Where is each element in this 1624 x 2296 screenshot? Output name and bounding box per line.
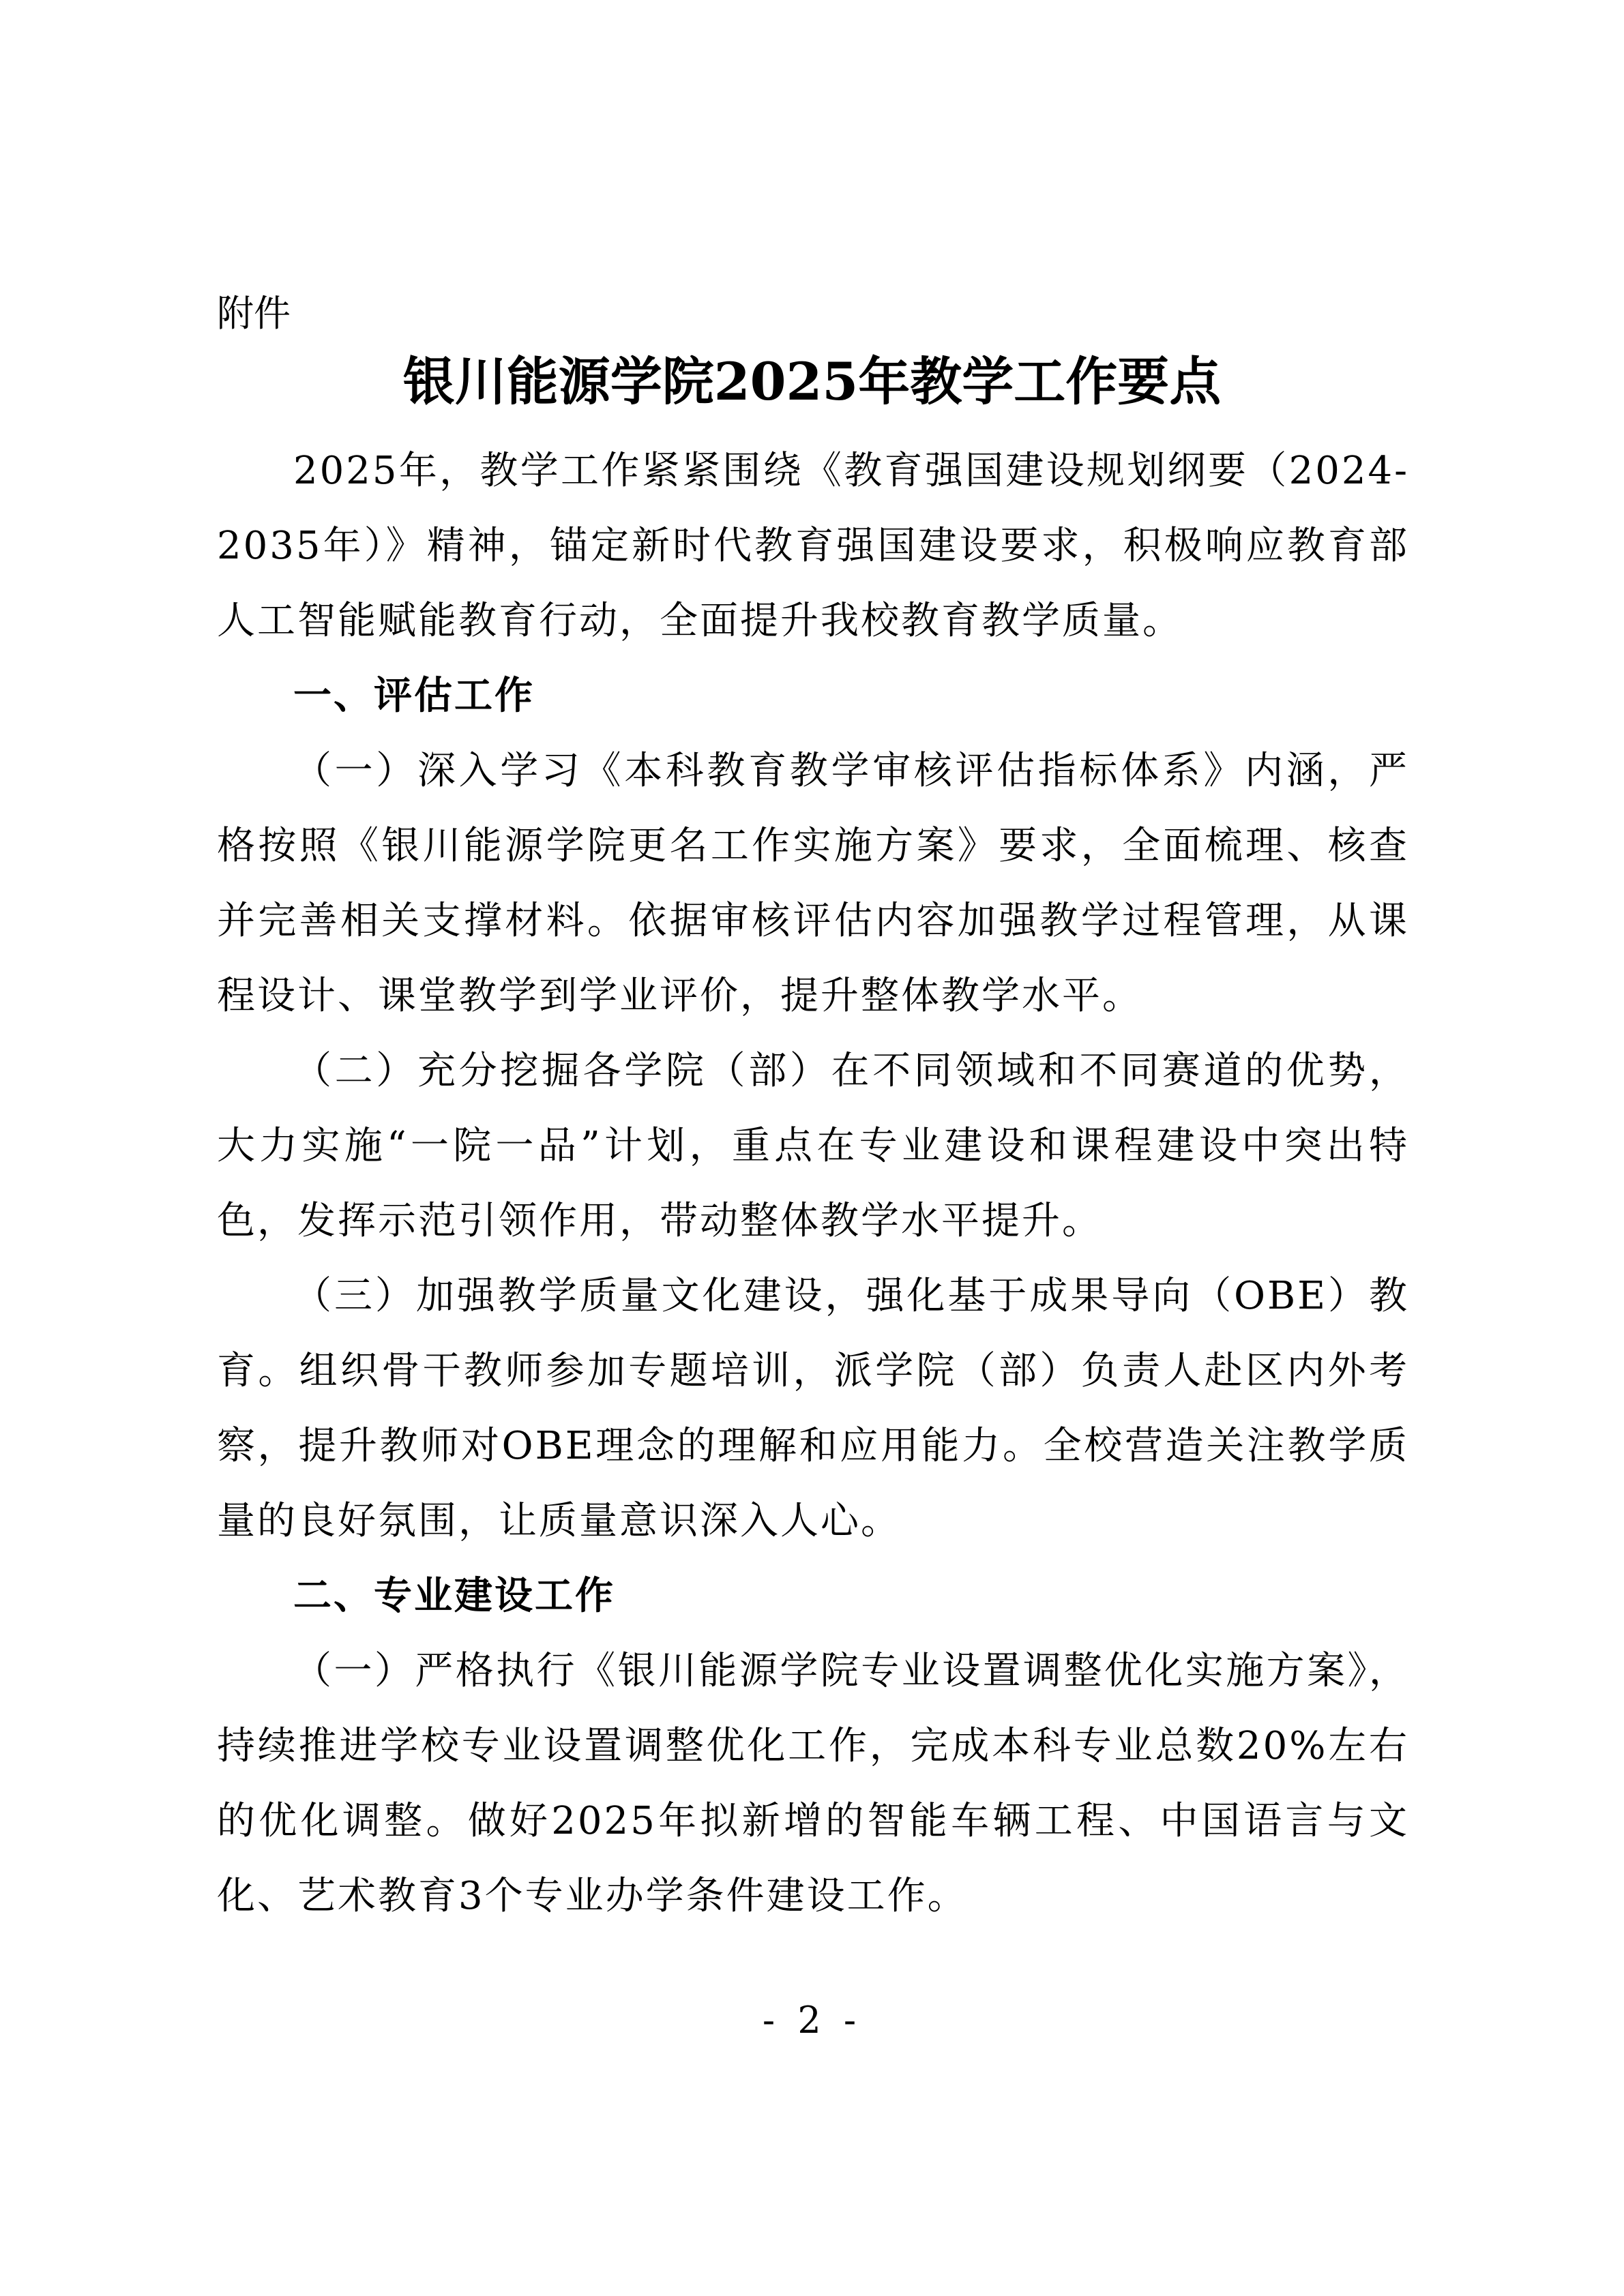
page-number: - 2 -: [762, 1999, 862, 2042]
evaluation-paragraph-3: （三）加强教学质量文化建设，强化基于成果导向（OBE）教育。组织骨干教师参加专题培训，派学院（部）负责人赴区内外考察，提升教师对OBE理念的理解和应用能力。全校营造关注教学质量的良好氛围，让质量意识深入人心。: [217, 1274, 1409, 1543]
attachment-label: 附件: [217, 292, 291, 335]
evaluation-paragraph-2: （二）充分挖掘各学院（部）在不同领域和不同赛道的优势，大力实施“一院一品”计划，重点在专业建设和课程建设中突出特色，发挥示范引领作用，带动整体教学水平提升。: [217, 1049, 1409, 1243]
section-heading-major-construction: 二、专业建设工作: [293, 1574, 615, 1618]
section-heading-evaluation: 一、评估工作: [293, 674, 535, 718]
document-body: [217, 434, 1409, 1934]
document-title: 银川能源学院2025年教学工作要点: [402, 351, 1222, 412]
major-construction-paragraph-1: （一）严格执行《银川能源学院专业设置调整优化实施方案》，持续推进学校专业设置调整优化工作，完成本科专业总数20%左右的优化调整。做好2025年拟新增的智能车辆工程、中国语言与文化、艺术教育3个专业办学条件建设工作。: [217, 1649, 1409, 1918]
intro-paragraph: 2025年，教学工作紧紧围绕《教育强国建设规划纲要（2024-2035年）》精神，锚定新时代教育强国建设要求，积极响应教育部人工智能赋能教育行动，全面提升我校教育教学质量。: [217, 449, 1409, 643]
evaluation-paragraph-1: （一）深入学习《本科教育教学审核评估指标体系》内涵，严格按照《银川能源学院更名工作实施方案》要求，全面梳理、核查并完善相关支撑材料。依据审核评估内容加强教学过程管理，从课程设计、课堂教学到学业评价，提升整体教学水平。: [217, 749, 1409, 1018]
